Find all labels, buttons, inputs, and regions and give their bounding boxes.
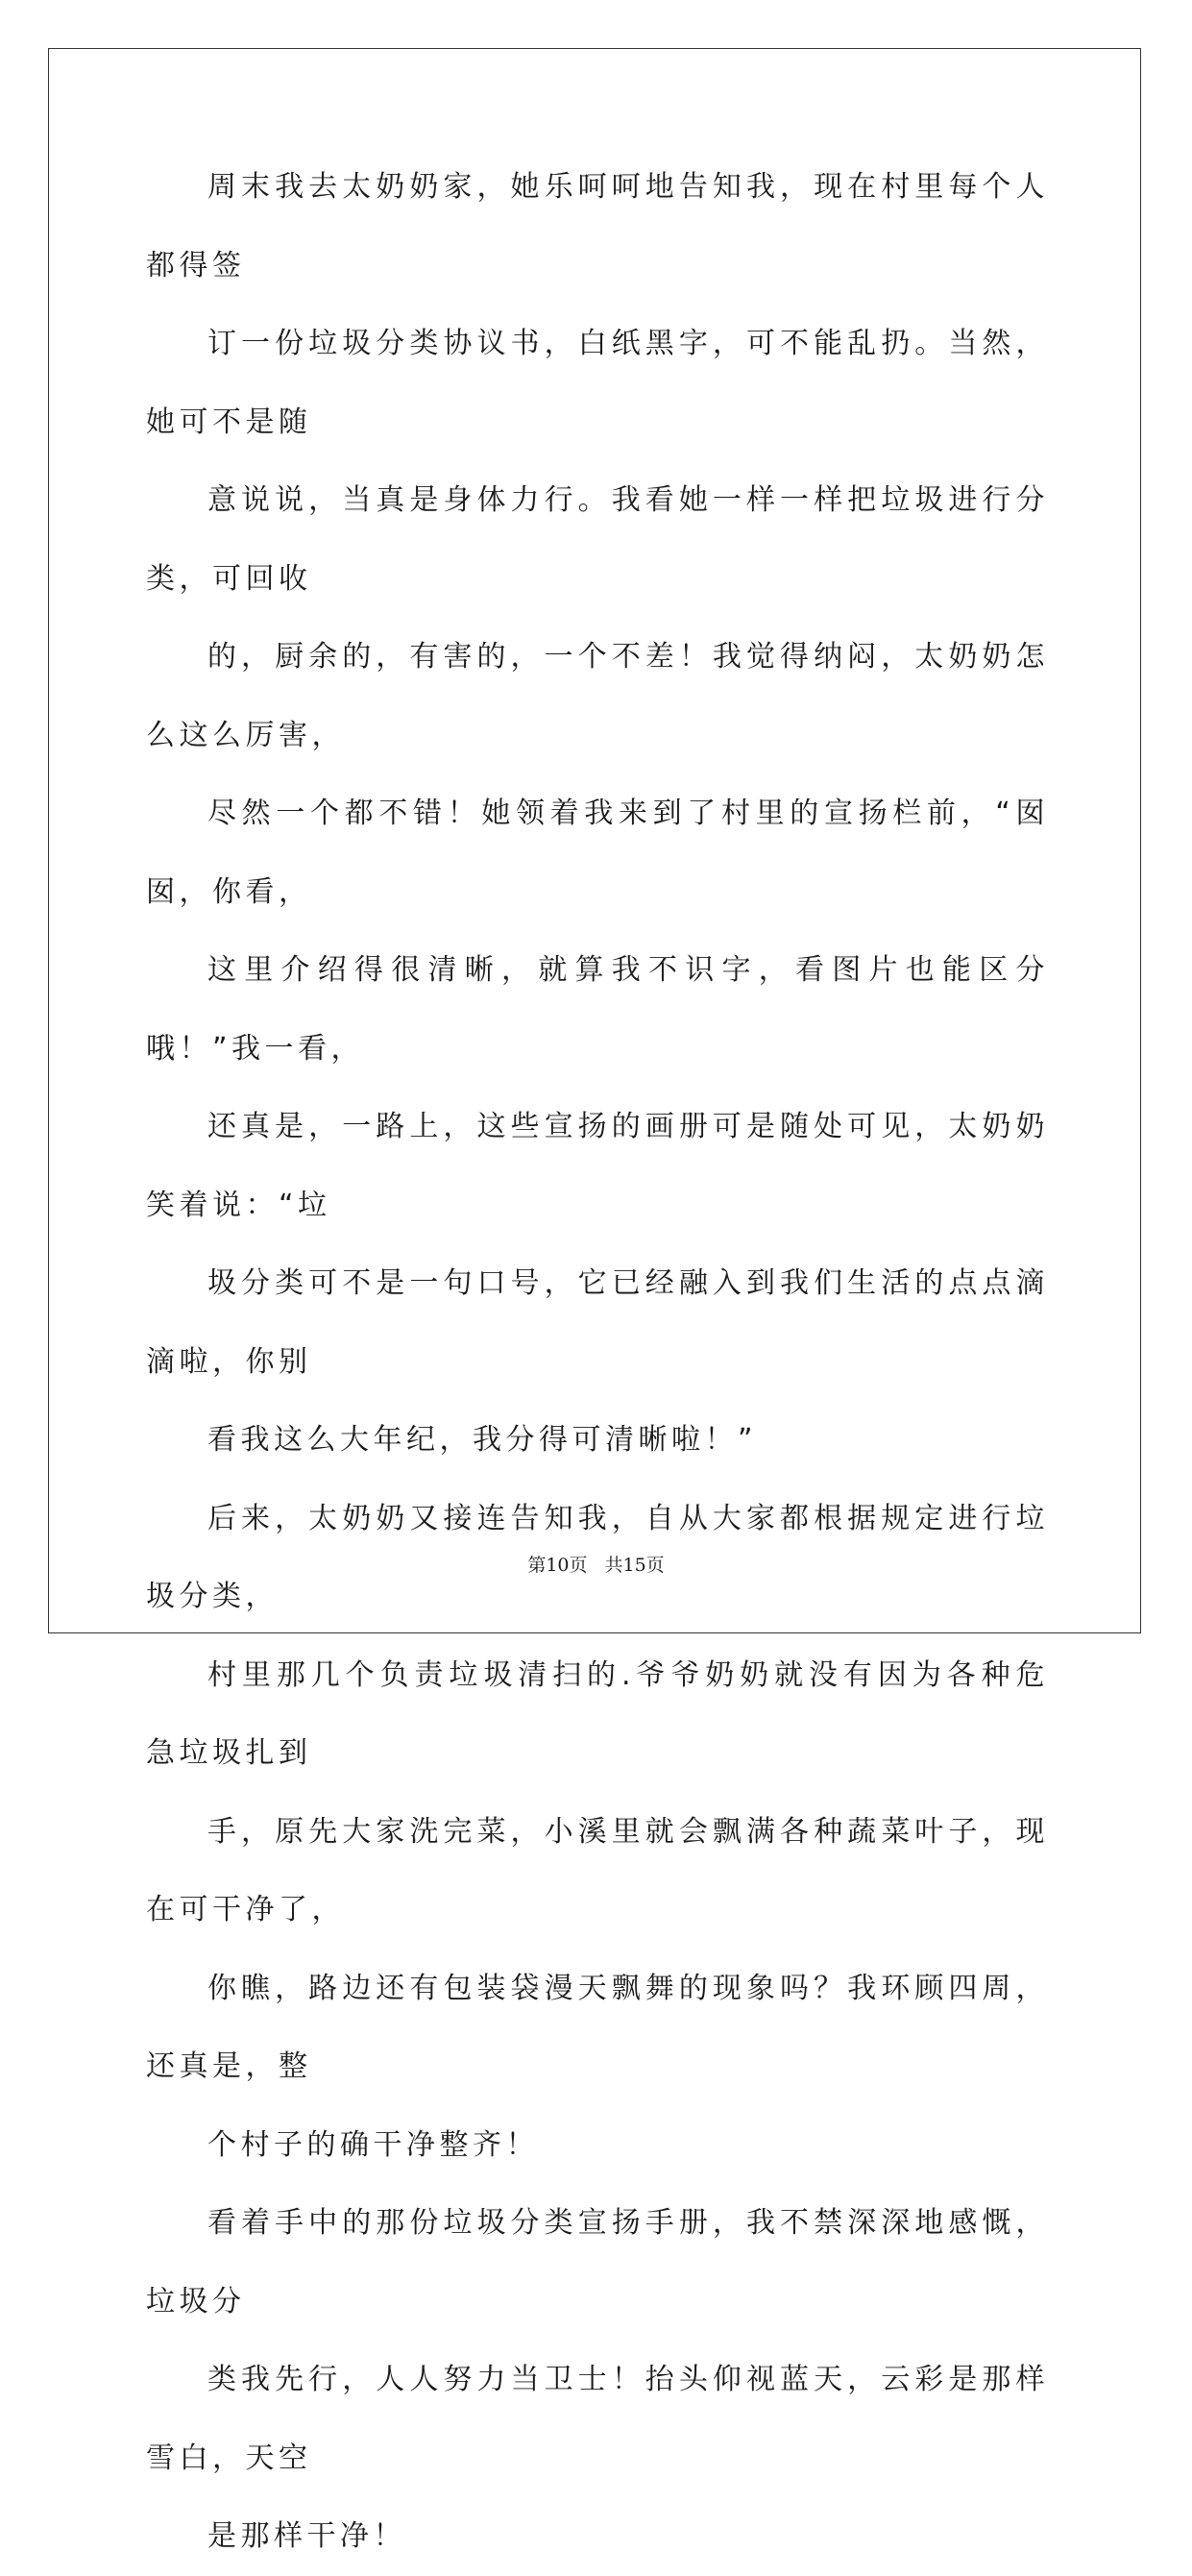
text-line: 手，原先大家洗完菜，小溪里就会飘满各种蔬菜叶子，现在可干净了，: [146, 1814, 1049, 1926]
page-number-total: 共15页: [604, 1555, 665, 1576]
text-line: 还真是，一路上，这些宣扬的画册可是随处可见，太奶奶笑着说：“垃: [146, 1110, 1049, 1222]
text-line: 意说说，当真是身体力行。我看她一样一样把垃圾进行分类，可回收: [146, 483, 1049, 596]
paragraph-2: [146, 1480, 1049, 2185]
page-footer: [0, 1551, 1192, 1577]
text-line: 订一份垃圾分类协议书，白纸黑字，可不能乱扔。当然，她可不是随: [146, 327, 1049, 439]
text-line: 类我先行，人人努力当卫士！抬头仰视蓝天，云彩是那样雪白，天空: [146, 2363, 1049, 2475]
text-line: 是那样干净！: [207, 2519, 406, 2553]
paragraph-3: [146, 2184, 1049, 2576]
text-line: 看着手中的那份垃圾分类宣扬手册，我不禁深深地感慨，垃圾分: [146, 2206, 1049, 2318]
text-line: 看我这么大年纪，我分得可清晰啦！”: [207, 1423, 758, 1457]
text-line: 圾分类可不是一句口号，它已经融入到我们生活的点点滴滴啦，你别: [146, 1266, 1049, 1379]
text-line: 后来，太奶奶又接连告知我，自从大家都根据规定进行垃圾分类，: [146, 1501, 1049, 1613]
page-number-current: 第10页: [527, 1555, 588, 1576]
text-line: 周末我去太奶奶家，她乐呵呵地告知我，现在村里每个人都得签: [146, 170, 1049, 282]
text-line: 尽然一个都不错！她领着我来到了村里的宣扬栏前，“囡囡，你看，: [146, 797, 1049, 909]
text-line: 个村子的确干净整齐！: [207, 2127, 539, 2162]
text-line: 这里介绍得很清晰，就算我不识字，看图片也能区分哦！”我一看，: [146, 953, 1049, 1066]
paragraph-1: [146, 148, 1049, 1480]
text-line: 的，厨余的，有害的，一个不差！我觉得纳闷，太奶奶怎么这么厉害，: [146, 640, 1049, 752]
text-line: 村里那几个负责垃圾清扫的.爷爷奶奶就没有因为各种危急垃圾扎到: [146, 1657, 1049, 1770]
text-line: 你瞧，路边还有包装袋漫天飘舞的现象吗？我环顾四周，还真是，整: [146, 1971, 1049, 2083]
document-body: [146, 148, 1049, 2576]
